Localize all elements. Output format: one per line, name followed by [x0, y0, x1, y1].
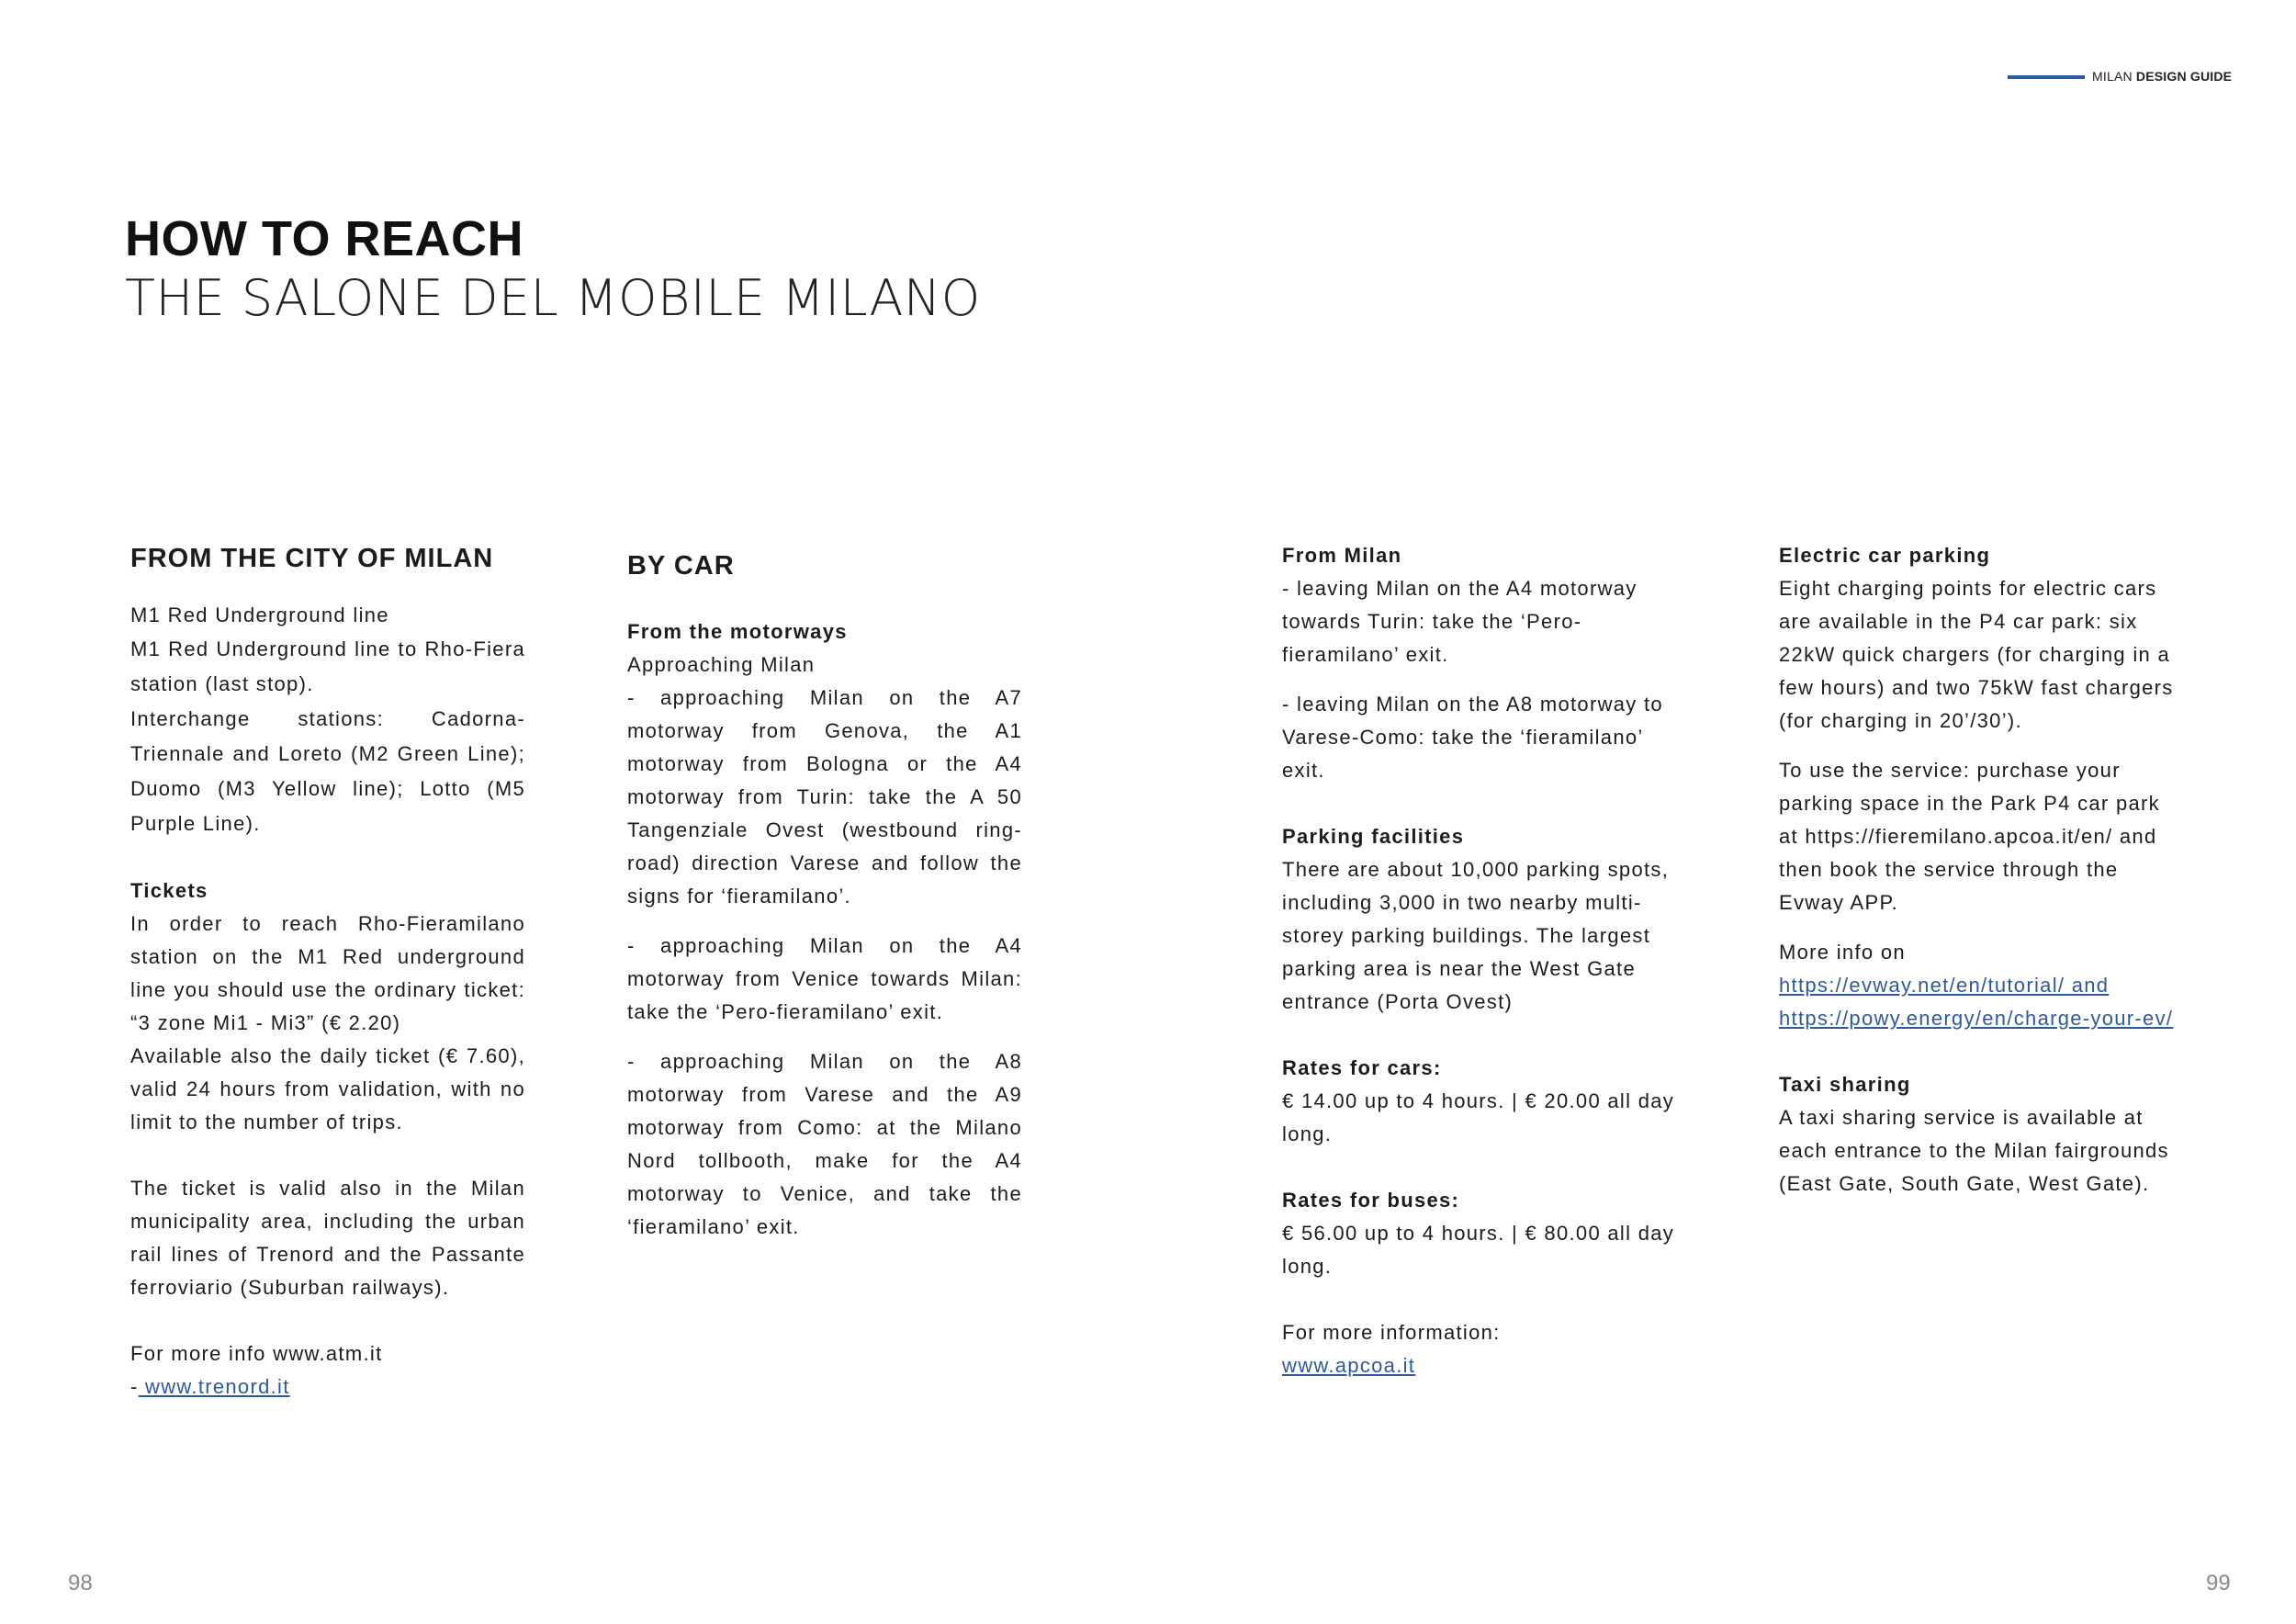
running-header-bold: DESIGN GUIDE — [2135, 69, 2233, 84]
from-milan-paragraph-2: - leaving Milan on the A8 motorway to Varese-Como: take the ‘fieramilano’ exit. — [1282, 693, 1663, 782]
car-paragraph-1: - approaching Milan on the A7 motorway from Genova, the A1 motorway from Bologna or the A4 motorway from Turin: take the A 50 Tangenziale Ovest (westbound ring-road) direction Varese and follow the signs for ‘fieramilano’. — [627, 686, 1022, 908]
from-milan-heading: From Milan — [1282, 544, 1402, 567]
approaching-label: Approaching Milan — [627, 653, 816, 676]
car-paragraph-3: - approaching Milan on the A8 motorway from Varese and the A9 motorway from Como: at the Milano Nord tollbooth, make for the A4 motorway to Venice, and take the ‘fieramilano’ exit. — [627, 1050, 1022, 1238]
running-header-light: MILAN — [2092, 69, 2133, 84]
interchange-paragraph: Interchange stations: Cadorna-Triennale and Loreto (M2 Green Line); Duomo (M3 Yellow line); Lotto (M5 Purple Line). — [130, 707, 525, 835]
page-subtitle: THE SALONE DEL MOBILE MILANO — [125, 269, 981, 327]
page-number-left: 98 — [68, 1571, 93, 1596]
motorways-heading: From the motorways — [627, 620, 848, 643]
more-info-prefix: More info on — [1779, 941, 1906, 964]
trenord-link[interactable]: www.trenord.it — [138, 1375, 290, 1398]
electric-more-info — [1779, 936, 2174, 1035]
rates-buses-heading: Rates for buses: — [1282, 1189, 1460, 1212]
tickets-paragraph-3: The ticket is valid also in the Milan municipality area, including the urban rail lines of Trenord and the Passante ferroviario (Suburban railways). — [130, 1177, 525, 1299]
tickets-paragraph-1: In order to reach Rho-Fieramilano station on the M1 Red underground line you should use the ordinary ticket: “3 zone Mi1 - Mi3” (€ 2.20) — [130, 912, 525, 1034]
parking-paragraph: There are about 10,000 parking spots, including 3,000 in two nearby multi-storey parking buildings. The largest parking area is near the West Gate entrance (Porta Ovest) — [1282, 858, 1670, 1013]
rates-buses: € 56.00 up to 4 hours. | € 80.00 all day long. — [1282, 1222, 1675, 1278]
electric-paragraph-2: To use the service: purchase your parking space in the Park P4 car park at https://fieremilano.apcoa.it/en/ and then book the service through the Evway APP. — [1779, 759, 2160, 914]
from-milan-paragraph-1: - leaving Milan on the A4 motorway towards Turin: take the ‘Pero-fieramilano’ exit. — [1282, 577, 1638, 666]
section-heading-city: FROM THE CITY OF MILAN — [130, 544, 494, 573]
more-information: For more information: — [1282, 1321, 1501, 1344]
parking-heading: Parking facilities — [1282, 825, 1465, 848]
trenord-line — [130, 1370, 525, 1404]
m1-line: M1 Red Underground line — [130, 603, 389, 626]
tickets-heading: Tickets — [130, 879, 208, 902]
apcoa-link[interactable]: www.apcoa.it — [1282, 1354, 1416, 1377]
rates-cars-heading: Rates for cars: — [1282, 1056, 1442, 1079]
tickets-paragraph-2: Available also the daily ticket (€ 7.60), valid 24 hours from validation, with no limit to the number of trips. — [130, 1044, 525, 1133]
header-accent-line — [2008, 75, 2085, 79]
rates-cars: € 14.00 up to 4 hours. | € 20.00 all day long. — [1282, 1089, 1675, 1145]
dash: - — [130, 1375, 139, 1398]
section-heading-car: BY CAR — [627, 551, 735, 581]
evway-link[interactable]: https://evway.net/en/tutorial/ and https://powy.energy/en/charge-your-ev/ — [1779, 974, 2174, 1030]
column-from-milan — [1282, 539, 1682, 1382]
running-header — [2092, 69, 2232, 84]
m1-paragraph: M1 Red Underground line to Rho-Fiera station (last stop). — [130, 637, 525, 695]
electric-paragraph-1: Eight charging points for electric cars are available in the P4 car park: six 22kW quick chargers (for charging in a few hours) and two 75kW fast chargers (for charging in 20’/30’). — [1779, 577, 2174, 732]
apcoa-line — [1282, 1349, 1682, 1382]
electric-heading: Electric car parking — [1779, 544, 1991, 567]
page-number-right: 99 — [2206, 1571, 2231, 1596]
car-paragraph-2: - approaching Milan on the A4 motorway from Venice towards Milan: take the ‘Pero-fieramilano’ exit. — [627, 934, 1022, 1023]
column-city — [130, 540, 525, 1404]
taxi-paragraph: A taxi sharing service is available at each entrance to the Milan fairgrounds (East Gate, South Gate, West Gate). — [1779, 1106, 2169, 1195]
page-title: HOW TO REACH — [125, 211, 523, 266]
atm-info: For more info www.atm.it — [130, 1342, 383, 1365]
column-electric — [1779, 539, 2174, 1201]
column-by-car — [627, 547, 1022, 1244]
taxi-heading: Taxi sharing — [1779, 1073, 1911, 1096]
